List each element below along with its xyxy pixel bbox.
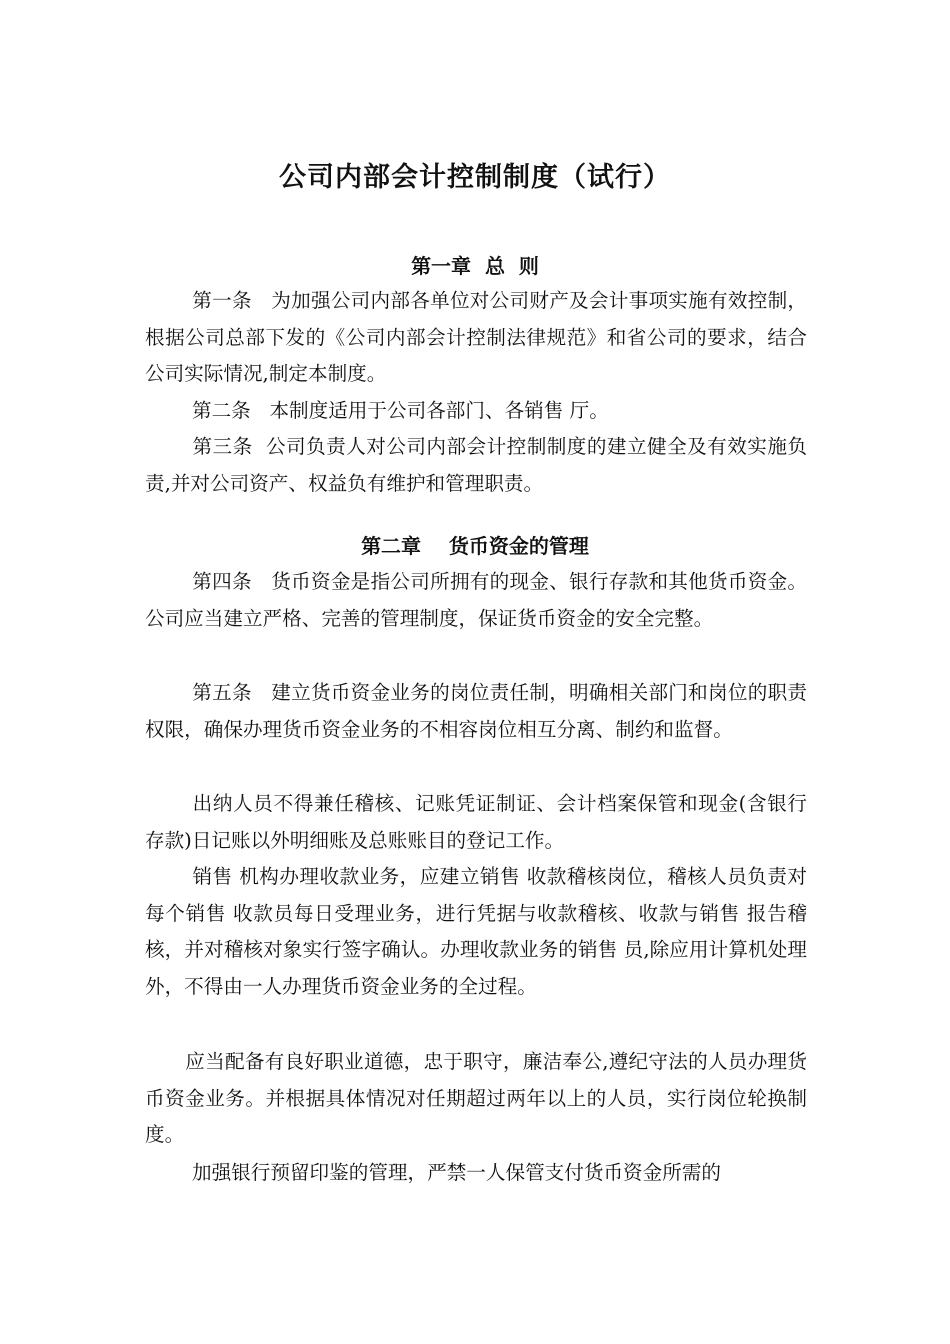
article-number: 第五条 bbox=[192, 681, 272, 704]
paragraph bbox=[145, 393, 807, 430]
paragraph-text: 应当配备有良好职业道德，忠于职守，廉洁奉公,遵纪守法的人员办理货币资金业务。并根据具体情况对任期超过两年以上的人员，实行岗位轮换制度。 bbox=[145, 1050, 807, 1146]
paragraph bbox=[145, 786, 807, 859]
article-number: 第一条 bbox=[192, 289, 272, 312]
chapter-heading: 第二章 货币资金的管理 bbox=[361, 534, 589, 558]
paragraph-text: 本制度适用于公司各部门、各销售 厅。 bbox=[269, 399, 609, 422]
paragraph-text: 货币资金是指公司所拥有的现金、银行存款和其他货币资金。公司应当建立严格、完善的管理制度，保证货币资金的安全完整。 bbox=[145, 570, 808, 630]
chapter-heading: 第一章 总 则 bbox=[411, 254, 539, 278]
paragraph bbox=[145, 564, 807, 637]
paragraph bbox=[145, 859, 807, 1005]
paragraph bbox=[145, 1155, 807, 1192]
paragraph bbox=[145, 675, 807, 748]
article-number: 第二条 bbox=[192, 399, 270, 422]
paragraph-text: 销售 机构办理收款业务，应建立销售 收款稽核岗位，稽核人员负责对每个销售 收款员每日受理业务，进行凭据与收款稽核、收款与销售 报告稽核，并对稽核对象实行签字确认。办理收款业务的销售 员,除应用计算机处理外，不得由一人办理货币资金业务的全过程。 bbox=[145, 865, 807, 998]
paragraph-text: 为加强公司内部各单位对公司财产及会计事项实施有效控制，根据公司总部下发的《公司内部会计控制法律规范》和省公司的要求，结合公司实际情况,制定本制度。 bbox=[145, 289, 808, 385]
paragraph-text: 出纳人员不得兼任稽核、记账凭证制证、会计档案保管和现金(含银行存款)日记账以外明细账及总账账目的登记工作。 bbox=[145, 792, 807, 852]
paragraph bbox=[145, 429, 807, 502]
paragraph-text: 加强银行预留印鉴的管理，严禁一人保管支付货币资金所需的 bbox=[192, 1161, 722, 1184]
paragraph-text: 建立货币资金业务的岗位责任制，明确相关部门和岗位的职责权限，确保办理货币资金业务的不相容岗位相互分离、制约和监督。 bbox=[145, 681, 808, 741]
paragraph bbox=[145, 283, 807, 393]
paragraph-text: 公司负责人对公司内部会计控制制度的建立健全及有效实施负责,并对公司资产、权益负有维护和管理职责。 bbox=[145, 435, 807, 495]
document-title: 公司内部会计控制制度（试行） bbox=[279, 162, 671, 193]
article-number: 第三条 bbox=[192, 435, 266, 458]
paragraph bbox=[145, 1044, 807, 1154]
article-number: 第四条 bbox=[192, 570, 272, 593]
